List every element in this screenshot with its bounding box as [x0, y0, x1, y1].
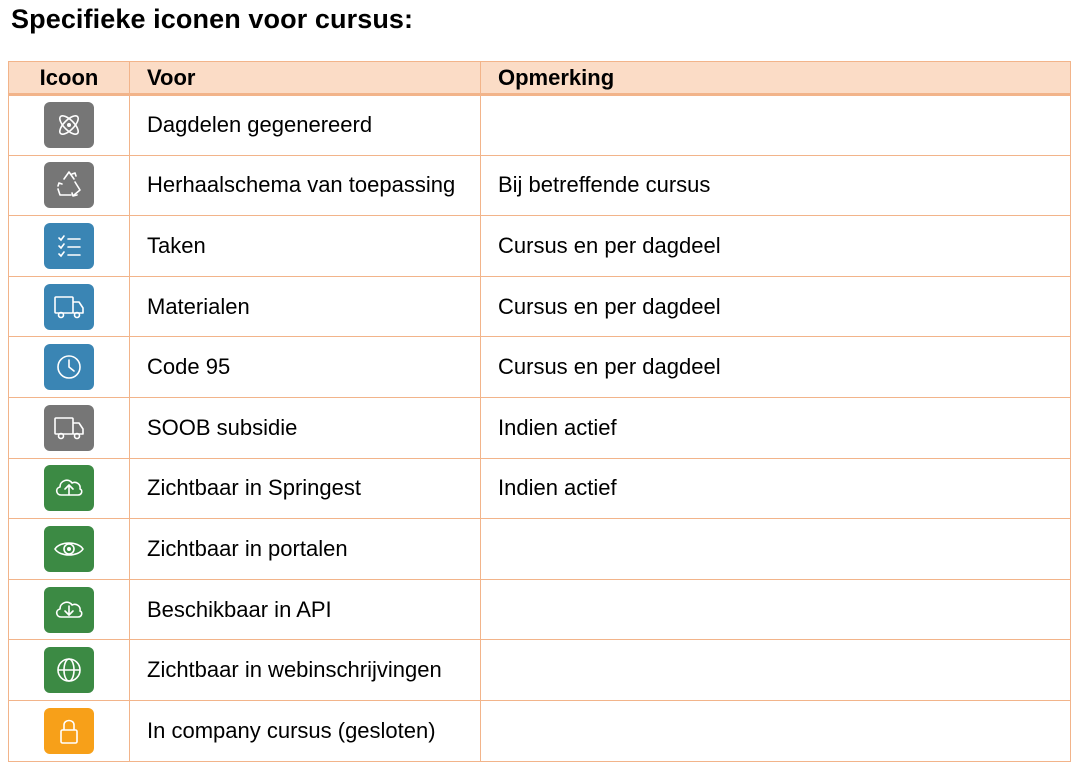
opmerking-cell: Cursus en per dagdeel [481, 276, 1071, 337]
voor-cell: In company cursus (gesloten) [130, 700, 481, 761]
globe-icon [44, 647, 94, 693]
icon-cell [9, 155, 130, 216]
eye-icon [44, 526, 94, 572]
opmerking-cell: Indien actief [481, 458, 1071, 519]
voor-cell: Materialen [130, 276, 481, 337]
voor-cell: Taken [130, 216, 481, 277]
column-header-voor: Voor [130, 62, 481, 95]
opmerking-cell [481, 700, 1071, 761]
opmerking-cell: Indien actief [481, 397, 1071, 458]
opmerking-cell: Bij betreffende cursus [481, 155, 1071, 216]
table-header-row [9, 62, 1071, 95]
icon-cell [9, 579, 130, 640]
truck-icon [44, 405, 94, 451]
voor-cell: Beschikbaar in API [130, 579, 481, 640]
opmerking-cell: Cursus en per dagdeel [481, 337, 1071, 398]
table-row [9, 640, 1071, 701]
table-row [9, 700, 1071, 761]
truck-icon [44, 284, 94, 330]
icon-cell [9, 519, 130, 580]
cloud-download-icon [44, 587, 94, 633]
opmerking-cell [481, 519, 1071, 580]
voor-cell: Dagdelen gegenereerd [130, 95, 481, 156]
column-header-opmerking: Opmerking [481, 62, 1071, 95]
icon-table [8, 61, 1071, 762]
page-title: Specifieke iconen voor cursus: [11, 4, 414, 34]
table-row [9, 458, 1071, 519]
icon-cell [9, 95, 130, 156]
opmerking-cell [481, 95, 1071, 156]
icon-cell [9, 700, 130, 761]
voor-cell: SOOB subsidie [130, 397, 481, 458]
atom-icon [44, 102, 94, 148]
icon-cell [9, 337, 130, 398]
table-row [9, 276, 1071, 337]
table-row [9, 337, 1071, 398]
table-row [9, 95, 1071, 156]
table-row [9, 579, 1071, 640]
opmerking-cell: Cursus en per dagdeel [481, 216, 1071, 277]
voor-cell: Zichtbaar in webinschrijvingen [130, 640, 481, 701]
column-header-icon: Icoon [9, 62, 130, 95]
recycle-icon [44, 162, 94, 208]
icon-cell [9, 216, 130, 277]
icon-cell [9, 458, 130, 519]
table-row [9, 155, 1071, 216]
lock-icon [44, 708, 94, 754]
icon-cell [9, 640, 130, 701]
opmerking-cell [481, 640, 1071, 701]
voor-cell: Code 95 [130, 337, 481, 398]
voor-cell: Zichtbaar in portalen [130, 519, 481, 580]
voor-cell: Herhaalschema van toepassing [130, 155, 481, 216]
voor-cell: Zichtbaar in Springest [130, 458, 481, 519]
icon-cell [9, 276, 130, 337]
checklist-icon [44, 223, 94, 269]
icon-cell [9, 397, 130, 458]
table-row [9, 519, 1071, 580]
clock-icon [44, 344, 94, 390]
table-row [9, 216, 1071, 277]
cloud-upload-icon [44, 465, 94, 511]
table-row [9, 397, 1071, 458]
opmerking-cell [481, 579, 1071, 640]
